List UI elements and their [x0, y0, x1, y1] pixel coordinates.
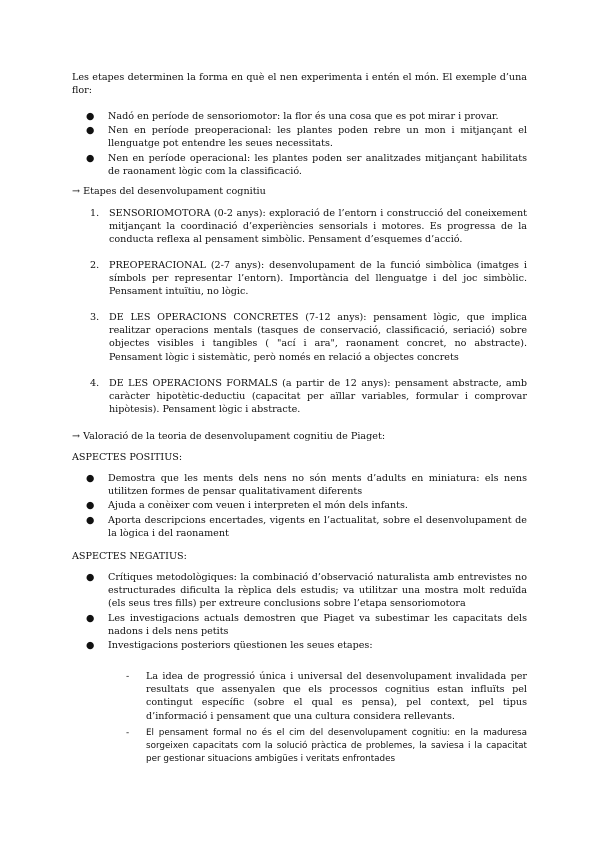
list-item: 1. SENSORIOMOTORA (0-2 anys): exploració de l’entorn i construcció del coneixement mitjançant la coordinació d’experiències sensorials i motores. Es progressa de la conducta reflexa al pensament simbòlic. Pensament d’esquemes d’acció. [90, 208, 527, 246]
list-item: - La idea de progressió única i universal del desenvolupament invalidada per resultats que assenyalen que els processos cognitius estan influïts pel contingut específic (sobre el qual es pensa), pel context, pel tipus d’informació i pensament que una cultura considera rellevants. [126, 671, 527, 722]
item-number: 3. [90, 312, 100, 323]
bullet-icon: ● [86, 612, 95, 624]
list-item: ● Crítiques metodològiques: la combinació d’observació naturalista amb entrevistes no estructurades dificulta la rèplica dels estudis; va utilitzar una mostra molt reduïda (els seus tres fills) per extreure conclusions sobre l’etapa sensoriomotora [86, 572, 527, 610]
list-item: ● Aporta descripcions encertades, vigents en l’actualitat, sobre el desenvolupament de la lògica i del raonament [86, 514, 527, 539]
list-item: ● Nadó en període de sensoriomotor: la flor és una cosa que es pot mirar i provar. [86, 111, 499, 122]
flower-list [72, 110, 527, 179]
bullet-icon: ● [86, 111, 95, 122]
bullet-icon: ● [86, 473, 95, 484]
list-item: ● Nen en període operacional: les plantes poden ser analitzades mitjançant habilitats de raonament lògic com la classificació. [86, 152, 527, 177]
intro-paragraph: Les etapes determinen la forma en què el nen experimenta i entén el món. El exemple d’una flor: [72, 72, 527, 97]
list-item: ● Demostra que les ments dels nens no són ments d’adults en miniatura: els nens utilitzen formes de pensar qualitativament diferents [86, 473, 527, 498]
list-item: 4. DE LES OPERACIONS FORMALS (a partir de 12 anys): pensament abstracte, amb caràcter hipotètic-deductiu (capacitat per aïllar variables, formular i comprovar hipòtesis). Pensament lògic i abstracte. [90, 378, 527, 416]
bullet-icon: ● [86, 125, 95, 137]
positive-list [72, 472, 527, 541]
stages-list [72, 311, 527, 364]
list-item: ● Nen en període preoperacional: les plantes poden rebre un mon i mitjançant el llenguatge pot entendre les seues necessitats. [86, 125, 527, 150]
item-number: 1. [90, 208, 100, 219]
stages-list [72, 377, 527, 417]
list-item: ● Investigacions posteriors qüestionen les seues etapes: [86, 640, 373, 652]
bullet-icon: ● [86, 152, 95, 164]
dash-icon: - [126, 727, 130, 738]
negative-list [72, 571, 527, 653]
bullet-icon: ● [86, 640, 95, 652]
list-item: 2. PREOPERACIONAL (2-7 anys): desenvolupament de la funció simbòlica (imatges i símbols per representar l’entorn). Importància del llenguatge i del joc simbòlic. Pensament intuïtiu, no lògic. [90, 260, 527, 298]
list-item: 3. DE LES OPERACIONS CONCRETES (7-12 anys): pensament lògic, que implica realitzar operacions mentals (tasques de conservació, classificació, seriació) sobre objectes visibles i tangibles ( "ací i ara", raonament concret, no abstracte). Pensament lògic i sistemàtic, però només en relació a objectes concrets [90, 312, 527, 363]
list-item: ● Ajuda a conèixer com veuen i interpreten el món dels infants. [86, 500, 408, 512]
section-heading-stages: → Etapes del desenvolupament cognitiu [72, 186, 266, 197]
negative-heading: ASPECTES NEGATIUS: [72, 551, 187, 562]
dash-icon: - [126, 671, 130, 682]
stages-list [72, 207, 527, 247]
bullet-icon: ● [86, 514, 95, 526]
item-number: 2. [90, 260, 100, 271]
positive-heading: ASPECTES POSITIUS: [72, 452, 183, 463]
sub-points-list [110, 670, 527, 766]
section-heading-valuation: → Valoració de la teoria de desenvolupament cognitiu de Piaget: [72, 431, 386, 442]
list-item: - El pensament formal no és el cim del desenvolupament cognitiu: en la maduresa sorgeixen capacitats com la solució pràctica de problemes, la saviesa i la capacitat per gestionar situacions ambigües i veritats enfrontades [126, 727, 527, 765]
bullet-icon: ● [86, 500, 95, 512]
item-number: 4. [90, 378, 100, 389]
stages-list [72, 259, 527, 299]
bullet-icon: ● [86, 572, 95, 583]
list-item: ● Les investigacions actuals demostren que Piaget va subestimar les capacitats dels nadons i dels nens petits [86, 612, 527, 637]
